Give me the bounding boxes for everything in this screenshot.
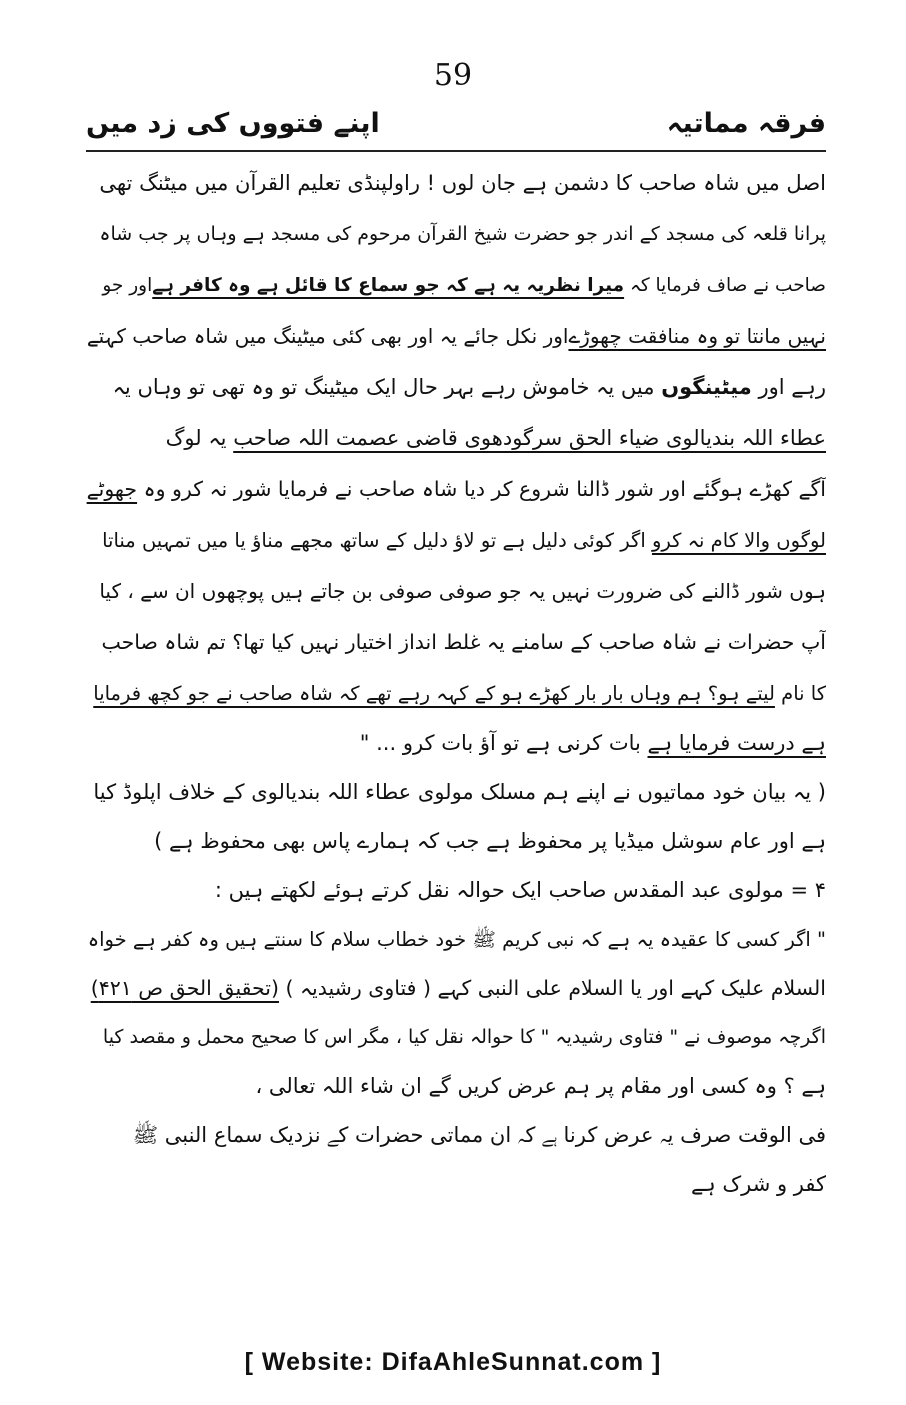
line-text: بات کرنی ہے تو آؤ بات کرو ... " [359, 731, 648, 755]
text-line [86, 668, 826, 719]
text-line [86, 915, 826, 964]
text-line [86, 413, 826, 464]
text-line [86, 1160, 826, 1209]
text-line [86, 260, 826, 311]
underlined-text: ہے درست فرمایا ہے [647, 731, 826, 755]
line-text: ۴ = مولوی عبد المقدس صاحب ایک حوالہ نقل کرتے ہوئے لکھتے ہیں : [214, 878, 826, 902]
line-text: صاحب نے صاف فرمایا کہ [624, 275, 826, 296]
underlined-text: نہیں مانتا تو وہ منافقت چھوڑے [568, 324, 826, 348]
line-text: آگے کھڑے ہوگئے اور شور ڈالنا شروع کر دیا شاہ صاحب نے فرمایا شور نہ کرو وہ [137, 477, 826, 501]
line-text: کا نام [774, 682, 826, 705]
text-line [86, 1062, 826, 1111]
line-text: اور نکل جائے یہ اور بھی کئی میٹینگ میں شاہ صاحب کہتے [86, 324, 569, 348]
line-text: آپ حضرات نے شاہ صاحب کے سامنے یہ غلط انداز اختیار نہیں کیا تھا؟ تم شاہ صاحب [101, 630, 826, 654]
line-text: " اگر کسی کا عقیدہ یہ ہے کہ نبی کریم ﷺ خود خطاب سلام کا سنتے ہیں وہ کفر ہے خواہ [87, 928, 826, 951]
text-line [86, 768, 826, 817]
reference-citation: (تحقیق الحق ص ۴۲۱) [90, 976, 279, 1000]
header-divider [86, 150, 826, 152]
line-text: السلام علیک کہے اور یا السلام علی النبی کہے ( فتاوی رشیدیہ ) [278, 976, 826, 1000]
text-line [86, 1013, 826, 1062]
text-line [86, 964, 826, 1013]
line-text: پرانا قلعہ کی مسجد کے اندر جو حضرت شیخ القرآن مرحوم کی مسجد ہے وہاں پر جب شاہ [99, 223, 826, 245]
line-text: ( یہ بیان خود مماتیوں نے اپنے ہم مسلک مولوی عطاء اللہ بندیالوی کے خلاف اپلوڈ کیا [93, 780, 826, 804]
line-text: میں یہ خاموش رہے بہر حال ایک میٹینگ تو وہ تھی تو وہاں یہ [112, 375, 662, 399]
line-text: فی الوقت صرف یہ عرض کرنا ہے کہ ان مماتی حضرات کے نزدیک سماع النبی ﷺ [132, 1123, 826, 1147]
text-line [86, 209, 826, 260]
text-line [86, 311, 826, 362]
text-line [86, 617, 826, 668]
underlined-bold-text: میرا نظریہ یہ ہے کہ جو سماع کا قائل ہے وہ کافر ہے [152, 275, 625, 296]
text-line [86, 1111, 826, 1160]
text-line [86, 817, 826, 866]
bold-text: میٹینگوں [661, 375, 752, 399]
line-text: رہے اور [751, 375, 826, 399]
body-text [86, 158, 826, 1209]
line-text: اصل میں شاہ صاحب کا دشمن ہے جان لوں ! راولپنڈی تعلیم القرآن میں میٹنگ تھی [99, 171, 826, 195]
text-line [86, 515, 826, 566]
text-line [86, 566, 826, 617]
line-text: ہے ؟ وہ کسی اور مقام پر ہم عرض کریں گے ان شاء اللہ تعالی ، [255, 1074, 826, 1098]
running-header [86, 100, 826, 148]
text-line [86, 158, 826, 209]
text-line [86, 866, 826, 915]
text-line [86, 719, 826, 768]
header-right-title: فرقہ مماتیہ [666, 108, 826, 139]
underlined-text: عطاء اللہ بندیالوی ضیاء الحق سرگودھوی قاضی عصمت اللہ صاحب [233, 426, 826, 450]
line-text: اگرچہ موصوف نے " فتاوی رشیدیہ " کا حوالہ نقل کیا ، مگر اس کا صحیح محمل و مقصد کیا [102, 1026, 826, 1048]
underlined-text: لوگوں والا کام نہ کرو [651, 529, 826, 552]
header-left-title: اپنے فتووں کی زد میں [86, 108, 380, 139]
website-footer: [ Website: DifaAhleSunnat.com ] [244, 1348, 662, 1376]
line-text: ہوں شور ڈالنے کی ضرورت نہیں یہ جو صوفی صوفی بن جاتے ہیں پوچھوں ان سے ، کیا [99, 579, 826, 603]
underlined-text: جھوٹے [86, 477, 138, 501]
page-number: 59 [433, 58, 473, 93]
line-text: اگر کوئی دلیل ہے تو لاؤ دلیل کے ساتھ مجھے مناؤ یا میں تمہیں مناتا [102, 529, 652, 552]
line-text: کفر و شرک ہے [691, 1172, 826, 1196]
line-text: ہے اور عام سوشل میڈیا پر محفوظ ہے جب کہ ہمارے پاس بھی محفوظ ہے ) [154, 829, 826, 853]
line-text: یہ لوگ [165, 426, 234, 450]
underlined-text: لیتے ہو؟ ہم وہاں بار بار کھڑے ہو کے کہہ رہے تھے کہ شاہ صاحب نے جو کچھ فرمایا [93, 682, 775, 705]
line-text: اور جو [102, 275, 153, 296]
text-line [86, 464, 826, 515]
text-line [86, 362, 826, 413]
